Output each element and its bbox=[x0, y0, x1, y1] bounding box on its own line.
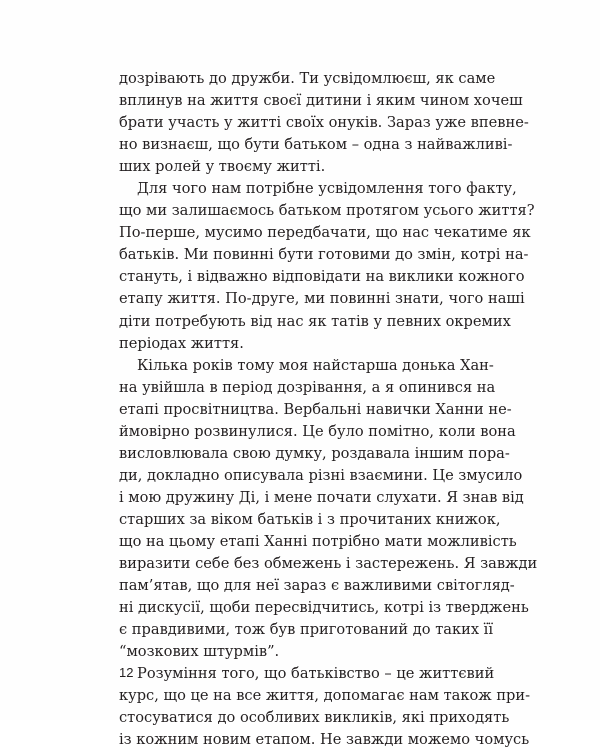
text-line: “мозкових штурмів”. bbox=[119, 643, 280, 661]
text-line: із кожним новим етапом. Не завжди можемо чомусь bbox=[119, 731, 530, 749]
text-line: дозрівають до дружби. Ти усвідомлюєш, як саме bbox=[119, 70, 496, 87]
text-line: виразити себе без обмежень і застережень. Я завжди bbox=[119, 555, 538, 573]
text-line: Кілька років тому моя найстарша донька Хан- bbox=[137, 356, 494, 374]
text-line: Для чого нам потрібне усвідомлення того факту, bbox=[137, 180, 517, 198]
text-line: старших за віком батьків і з прочитаних книжок, bbox=[119, 510, 501, 528]
body-text bbox=[119, 68, 538, 751]
text-line: стосуватися до особливих викликів, які приходять bbox=[119, 709, 510, 727]
page-number: 12 bbox=[119, 665, 134, 680]
text-line: висловлювала свою думку, роздавала іншим пора- bbox=[119, 444, 510, 462]
text-line: Розуміння того, що батьківство – це життєвий bbox=[137, 665, 495, 683]
text-line: брати участь у житті своїх онуків. Зараз уже впевне- bbox=[119, 114, 529, 132]
text-line: По-перше, мусимо передбачати, що нас чекатиме як bbox=[119, 224, 531, 242]
text-line: вплинув на життя своєї дитини і яким чином хочеш bbox=[119, 92, 523, 110]
text-line: ні дискусії, щоби пересвідчитись, котрі із тверджень bbox=[119, 599, 529, 617]
text-line: курс, що це на все життя, допомагає нам також при- bbox=[119, 687, 531, 705]
text-line: батьків. Ми повинні бути готовими до змін, котрі на- bbox=[119, 246, 529, 264]
text-line: но визнаєш, що бути батьком – одна з найважливі- bbox=[119, 136, 513, 154]
text-line: етапі просвітництва. Вербальні навички Ханни не- bbox=[119, 400, 512, 418]
text-line: є правдивими, тож був приготований до таких її bbox=[119, 621, 494, 639]
text-line: стануть, і відважно відповідати на виклики кожного bbox=[119, 268, 525, 286]
text-line: періодах життя. bbox=[119, 334, 244, 352]
text-line: ди, докладно описувала різні взаємини. Це змусило bbox=[119, 466, 523, 484]
text-line: що на цьому етапі Ханні потрібно мати можливість bbox=[119, 532, 517, 550]
text-line: етапу життя. По-друге, ми повинні знати, чого наші bbox=[119, 290, 525, 308]
text-line: на увійшла в період дозрівання, а я опинився на bbox=[119, 378, 496, 396]
text-line: що ми залишаємось батьком протягом усього життя? bbox=[119, 202, 535, 220]
text-line: ймовірно розвинулися. Це було помітно, коли вона bbox=[119, 422, 516, 440]
text-line: і мою дружину Ді, і мене почати слухати. Я знав від bbox=[119, 488, 524, 506]
text-line: діти потребують від нас як татів у певних окремих bbox=[119, 312, 511, 330]
text-line: пам’ятав, що для неї зараз є важливими світогляд- bbox=[119, 577, 515, 595]
text-line: ших ролей у твоєму житті. bbox=[119, 158, 326, 176]
